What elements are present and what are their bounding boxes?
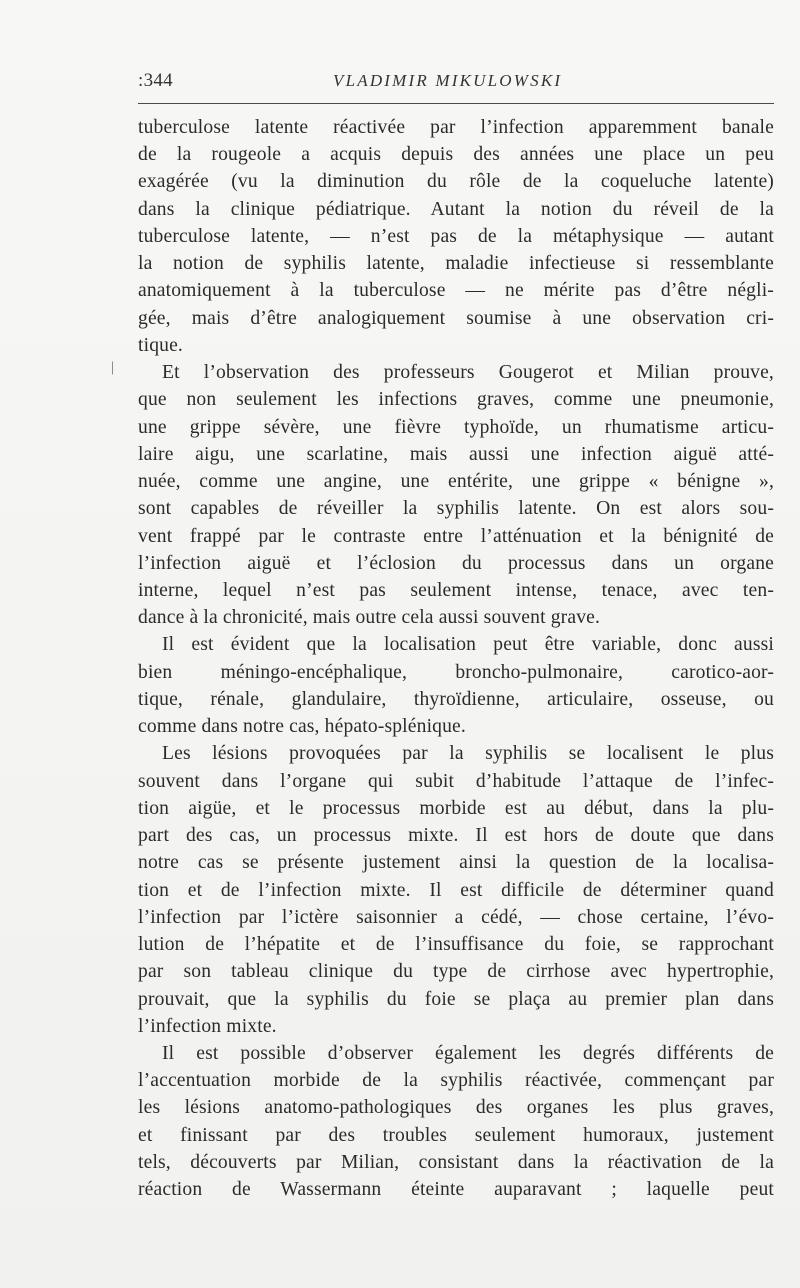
text-line: vent frappé par le contraste entre l’atténuation et la bénignité de xyxy=(138,525,774,547)
text-line: bien méningo-encéphalique, broncho-pulmonaire, carotico-aor- xyxy=(138,661,774,683)
text-line: que non seulement les infections graves, comme une pneumonie, xyxy=(138,389,774,411)
text-line: tique. xyxy=(138,334,183,356)
text-line: Il est possible d’observer également les degrés différents de xyxy=(162,1042,774,1064)
text-line: laire aigu, une scarlatine, mais aussi une infection aiguë atté- xyxy=(138,443,774,465)
text-line: l’infection par l’ictère saisonnier a cédé, — chose certaine, l’évo- xyxy=(138,906,774,928)
text-line: exagérée (vu la diminution du rôle de la coqueluche latente) xyxy=(138,171,774,193)
text-line: prouvait, que la syphilis du foie se plaça au premier plan dans xyxy=(138,988,774,1010)
text-line: notre cas se présente justement ainsi la question de la localisa- xyxy=(138,852,774,874)
text-line: l’infection mixte. xyxy=(138,1015,277,1037)
text-line: sont capables de réveiller la syphilis latente. On est alors sou- xyxy=(138,498,774,520)
text-line: comme dans notre cas, hépato-splénique. xyxy=(138,716,466,738)
text-line: les lésions anatomo-pathologiques des organes les plus graves, xyxy=(138,1097,774,1119)
text-line: tique, rénale, glandulaire, thyroïdienne, articulaire, osseuse, ou xyxy=(138,688,774,710)
text-line: souvent dans l’organe qui subit d’habitude l’attaque de l’infec- xyxy=(138,770,774,792)
text-line: une grippe sévère, une fièvre typhoïde, un rhumatisme articu- xyxy=(138,416,774,438)
text-line: gée, mais d’être analogiquement soumise à une observation cri- xyxy=(138,307,774,329)
text-line: Il est évident que la localisation peut être variable, donc aussi xyxy=(162,634,774,656)
text-line: réaction de Wassermann éteinte auparavant ; laquelle peut xyxy=(138,1179,774,1201)
text-line: tuberculose latente, — n’est pas de la métaphysique — autant xyxy=(138,225,774,247)
text-line: tuberculose latente réactivée par l’infection apparemment banale xyxy=(138,117,774,138)
text-line: tels, découverts par Milian, consistant dans la réactivation de la xyxy=(138,1151,774,1173)
text-line: lution de l’hépatite et de l’insuffisance du foie, se rapprochant xyxy=(138,934,774,956)
text-line: dans la clinique pédiatrique. Autant la notion du réveil de la xyxy=(138,198,774,220)
text-line: anatomiquement à la tuberculose — ne mérite pas d’être négli- xyxy=(138,280,774,302)
page-header xyxy=(138,70,774,100)
margin-pencil-mark: ∕ xyxy=(107,360,120,377)
text-line: tion et de l’infection mixte. Il est difficile de déterminer quand xyxy=(138,879,774,901)
text-line: Et l’observation des professeurs Gougerot et Milian prouve, xyxy=(162,362,774,384)
page-number: :344 xyxy=(138,70,173,91)
text-line: l’infection aiguë et l’éclosion du processus dans un organe xyxy=(138,552,774,574)
text-line: par son tableau clinique du type de cirrhose avec hypertrophie, xyxy=(138,961,774,983)
running-head: VLADIMIR MIKULOWSKI xyxy=(333,71,563,90)
text-line: l’accentuation morbide de la syphilis réactivée, commençant par xyxy=(138,1070,774,1092)
text-line: part des cas, un processus mixte. Il est hors de doute que dans xyxy=(138,825,774,847)
header-rule xyxy=(138,103,774,104)
text-line: la notion de syphilis latente, maladie infectieuse si ressemblante xyxy=(138,253,774,275)
text-line: Les lésions provoquées par la syphilis se localisent le plus xyxy=(162,743,774,765)
text-line: et finissant par des troubles seulement humoraux, justement xyxy=(138,1124,774,1146)
text-line: nuée, comme une angine, une entérite, une grippe « bénigne », xyxy=(138,471,774,493)
text-line: de la rougeole a acquis depuis des années une place un peu xyxy=(138,144,774,166)
body-text xyxy=(138,114,774,1203)
text-line: interne, lequel n’est pas seulement intense, tenace, avec ten- xyxy=(138,579,774,601)
text-line: tion aigüe, et le processus morbide est au début, dans la plu- xyxy=(138,797,774,819)
text-line: dance à la chronicité, mais outre cela aussi souvent grave. xyxy=(138,607,601,629)
